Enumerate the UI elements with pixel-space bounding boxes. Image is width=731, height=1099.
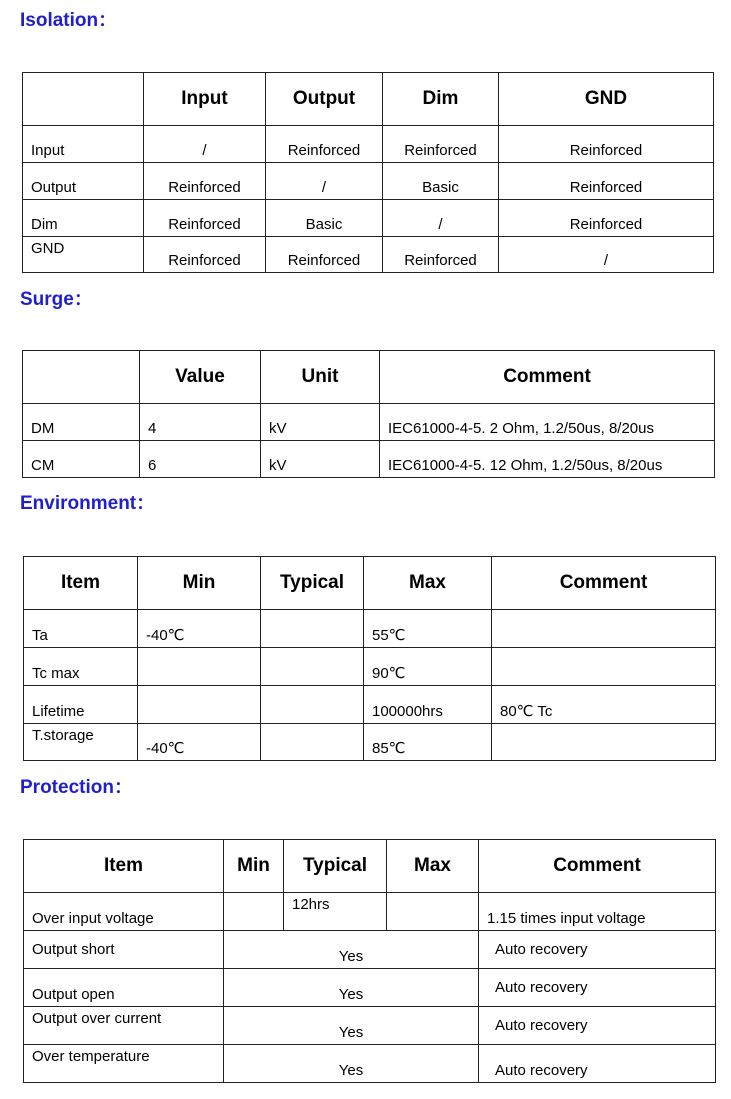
table-cell: 1.15 times input voltage — [479, 893, 716, 931]
table-cell: Reinforced — [499, 163, 714, 200]
table-cell: IEC61000-4-5. 12 Ohm, 1.2/50us, 8/20us — [380, 441, 715, 478]
table-cell: -40℃ — [138, 724, 261, 761]
table-cell — [261, 610, 364, 648]
header-cell: Max — [387, 840, 479, 893]
header-cell: Output — [266, 73, 383, 126]
surge-table — [22, 350, 715, 478]
table-cell: Auto recovery — [479, 969, 716, 1007]
table-cell: Reinforced — [144, 163, 266, 200]
environment-table — [23, 556, 716, 761]
table-cell: kV — [261, 441, 380, 478]
table-cell — [261, 686, 364, 724]
table-cell — [492, 610, 716, 648]
table-cell: Reinforced — [144, 200, 266, 237]
table-cell: Reinforced — [383, 237, 499, 273]
table-cell: / — [383, 200, 499, 237]
row-label: Output — [23, 163, 144, 200]
header-cell: Value — [140, 351, 261, 404]
table-cell — [261, 648, 364, 686]
row-label: Tc max — [24, 648, 138, 686]
table-row — [24, 686, 716, 724]
row-label: GND — [23, 237, 144, 273]
table-cell: 100000hrs — [364, 686, 492, 724]
environment-heading: Environment： — [20, 493, 156, 514]
table-cell: -40℃ — [138, 610, 261, 648]
table-row — [24, 610, 716, 648]
table-cell: Yes — [224, 969, 479, 1007]
table-row — [23, 126, 714, 163]
header-cell: Min — [224, 840, 284, 893]
header-cell: Dim — [383, 73, 499, 126]
table-cell: IEC61000-4-5. 2 Ohm, 1.2/50us, 8/20us — [380, 404, 715, 441]
header-cell — [23, 73, 144, 126]
table-row — [24, 724, 716, 761]
table-cell: Auto recovery — [479, 1007, 716, 1045]
table-row — [23, 163, 714, 200]
header-cell: Input — [144, 73, 266, 126]
table-cell: Basic — [383, 163, 499, 200]
row-label: Input — [23, 126, 144, 163]
table-cell: 6 — [140, 441, 261, 478]
surge-heading: Surge： — [20, 289, 93, 310]
table-row — [23, 404, 715, 441]
table-row — [23, 200, 714, 237]
header-cell: Typical — [284, 840, 387, 893]
table-cell: / — [144, 126, 266, 163]
table-cell: 85℃ — [364, 724, 492, 761]
row-label: Lifetime — [24, 686, 138, 724]
table-cell: Reinforced — [499, 200, 714, 237]
header-cell: Unit — [261, 351, 380, 404]
header-cell: Min — [138, 557, 261, 610]
row-label: CM — [23, 441, 140, 478]
table-cell — [138, 648, 261, 686]
table-cell: Reinforced — [266, 126, 383, 163]
row-label: Over temperature — [24, 1045, 224, 1083]
table-row — [24, 931, 716, 969]
table-cell: Reinforced — [144, 237, 266, 273]
table-cell — [261, 724, 364, 761]
header-cell: Item — [24, 840, 224, 893]
row-label: Output open — [24, 969, 224, 1007]
header-cell: Comment — [380, 351, 715, 404]
protection-table — [23, 839, 716, 1083]
table-cell: 55℃ — [364, 610, 492, 648]
header-cell: GND — [499, 73, 714, 126]
row-label: Ta — [24, 610, 138, 648]
table-cell: Yes — [224, 1007, 479, 1045]
header-cell: Max — [364, 557, 492, 610]
table-row — [23, 237, 714, 273]
header-cell: Comment — [479, 840, 716, 893]
protection-heading: Protection： — [20, 777, 133, 798]
table-cell — [492, 724, 716, 761]
row-label: Output short — [24, 931, 224, 969]
row-label: Over input voltage — [24, 893, 224, 931]
table-cell: / — [499, 237, 714, 273]
isolation-heading: Isolation： — [20, 10, 118, 31]
table-cell — [224, 893, 284, 931]
table-cell: kV — [261, 404, 380, 441]
header-cell: Typical — [261, 557, 364, 610]
row-label: Output over current — [24, 1007, 224, 1045]
table-cell: 90℃ — [364, 648, 492, 686]
table-row — [24, 1007, 716, 1045]
table-row — [24, 648, 716, 686]
table-cell: Yes — [224, 931, 479, 969]
table-cell: Basic — [266, 200, 383, 237]
table-cell: Reinforced — [499, 126, 714, 163]
row-label: DM — [23, 404, 140, 441]
table-cell: Auto recovery — [479, 1045, 716, 1083]
header-cell: Comment — [492, 557, 716, 610]
table-cell: 80℃ Tc — [492, 686, 716, 724]
header-cell — [23, 351, 140, 404]
table-cell — [138, 686, 261, 724]
table-row — [24, 893, 716, 931]
row-label: T.storage — [24, 724, 138, 761]
table-cell — [387, 893, 479, 931]
table-cell: Yes — [224, 1045, 479, 1083]
table-row — [24, 969, 716, 1007]
table-row — [23, 441, 715, 478]
header-cell: Item — [24, 557, 138, 610]
table-cell: Auto recovery — [479, 931, 716, 969]
table-cell: 12hrs — [284, 893, 387, 931]
row-label: Dim — [23, 200, 144, 237]
table-row — [24, 1045, 716, 1083]
table-cell: 4 — [140, 404, 261, 441]
table-cell: Reinforced — [266, 237, 383, 273]
table-cell: Reinforced — [383, 126, 499, 163]
table-cell — [492, 648, 716, 686]
isolation-table — [22, 72, 714, 273]
table-cell: / — [266, 163, 383, 200]
